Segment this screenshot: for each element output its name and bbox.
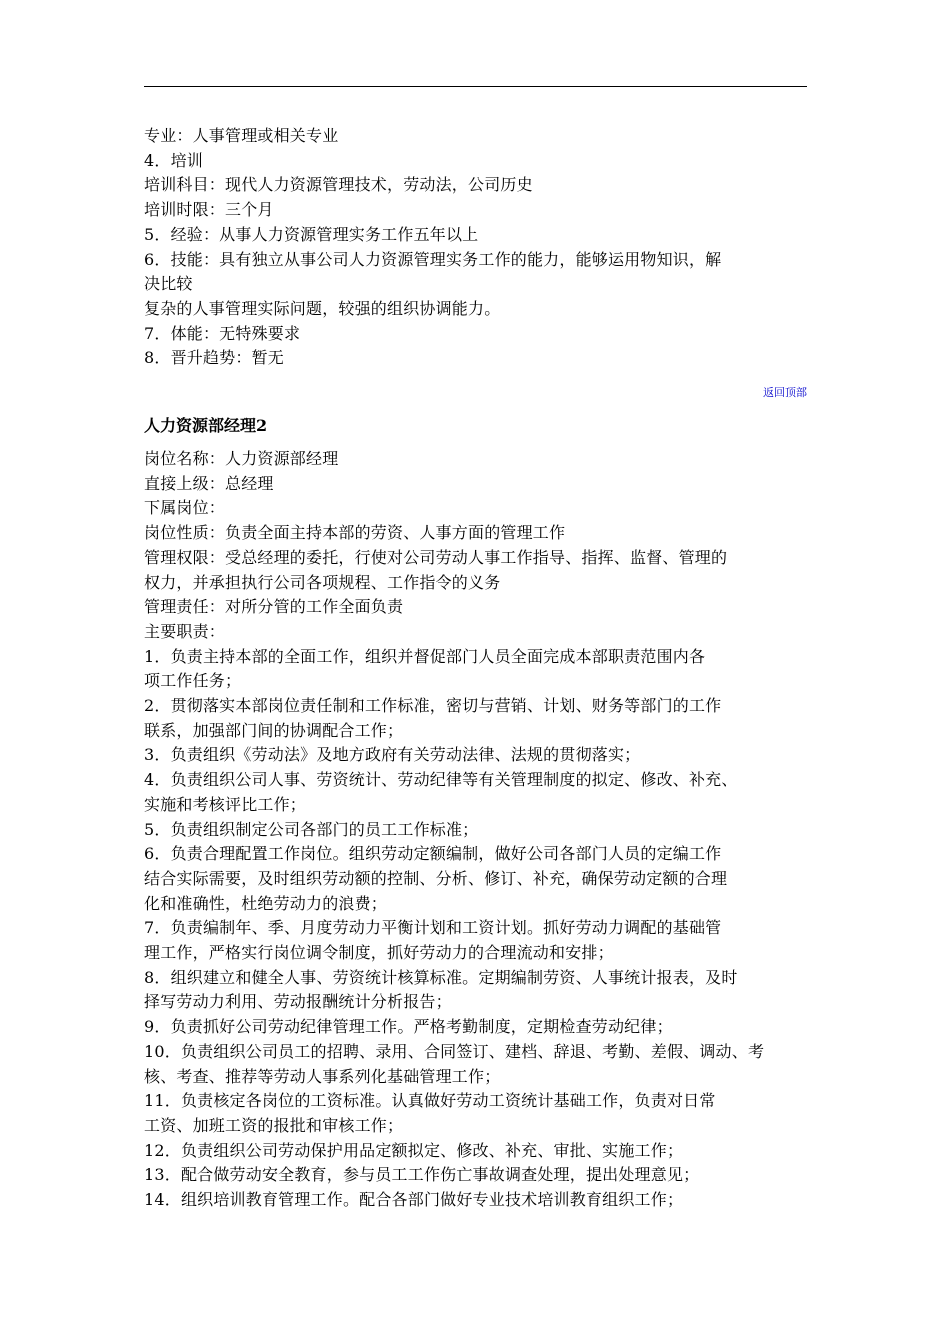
text-line: 13．配合做劳动安全教育，参与员工工作伤亡事故调查处理，提出处理意见；	[144, 1165, 700, 1185]
text-line: 14．组织培训教育管理工作。配合各部门做好专业技术培训教育组织工作；	[144, 1190, 684, 1210]
text-line: 4．培训	[144, 150, 203, 170]
text-line: 实施和考核评比工作；	[144, 794, 307, 814]
text-line: 联系，加强部门间的协调配合工作；	[144, 720, 404, 740]
text-line: 权力，并承担执行公司各项规程、工作指令的义务	[144, 572, 501, 592]
text-line: 工资、加班工资的报批和审核工作；	[144, 1115, 404, 1135]
text-line: 9．负责抓好公司劳动纪律管理工作。严格考勤制度，定期检查劳动纪律；	[144, 1017, 673, 1037]
text-line: 管理责任：对所分管的工作全面负责	[144, 597, 404, 617]
text-line: 7．负责编制年、季、月度劳动力平衡计划和工资计划。抓好劳动力调配的基础管	[144, 918, 722, 938]
text-line: 化和准确性，杜绝劳动力的浪费；	[144, 893, 388, 913]
text-line: 直接上级：总经理	[144, 473, 274, 493]
section-heading: 人力资源部经理2	[144, 416, 268, 435]
job-requirements-section	[144, 124, 807, 371]
text-line: 2．贯彻落实本部岗位责任制和工作标准，密切与营销、计划、财务等部门的工作	[144, 696, 722, 716]
text-line: 项工作任务；	[144, 671, 242, 691]
text-line: 培训时限：三个月	[144, 200, 274, 220]
text-line: 结合实际需要，及时组织劳动额的控制、分析、修订、补充，确保劳动定额的合理	[144, 868, 728, 888]
back-to-top-link[interactable]: 返回顶部	[763, 386, 807, 399]
text-line: 主要职责：	[144, 621, 226, 641]
text-line: 5．负责组织制定公司各部门的员工工作标准；	[144, 819, 479, 839]
text-line: 择写劳动力利用、劳动报酬统计分析报告；	[144, 992, 452, 1012]
text-line: 7．体能：无特殊要求	[144, 323, 301, 343]
text-line: 11．负责核定各岗位的工资标准。认真做好劳动工资统计基础工作，负责对日常	[144, 1091, 716, 1111]
text-line: 8．晋升趋势：暂无	[144, 348, 284, 368]
text-line: 5．经验：从事人力资源管理实务工作五年以上	[144, 224, 479, 244]
text-line: 6．负责合理配置工作岗位。组织劳动定额编制，做好公司各部门人员的定编工作	[144, 844, 722, 864]
text-line: 10．负责组织公司员工的招聘、录用、合同签订、建档、辞退、考勤、差假、调动、考	[144, 1041, 765, 1061]
text-line: 3．负责组织《劳动法》及地方政府有关劳动法律、法规的贯彻落实；	[144, 745, 641, 765]
text-line: 专业：人事管理或相关专业	[144, 126, 339, 145]
text-line: 培训科目：现代人力资源管理技术，劳动法，公司历史	[144, 175, 533, 195]
text-line: 岗位名称：人力资源部经理	[144, 449, 339, 468]
text-line: 核、考查、推荐等劳动人事系列化基础管理工作；	[144, 1066, 501, 1086]
text-line: 6．技能：具有独立从事公司人力资源管理实务工作的能力，能够运用物知识，解	[144, 249, 722, 269]
text-line: 管理权限：受总经理的委托，行使对公司劳动人事工作指导、指挥、监督、管理的	[144, 547, 728, 567]
text-line: 12．负责组织公司劳动保护用品定额拟定、修改、补充、审批、实施工作；	[144, 1140, 684, 1160]
text-line: 4．负责组织公司人事、劳资统计、劳动纪律等有关管理制度的拟定、修改、补充、	[144, 770, 738, 790]
text-line: 8．组织建立和健全人事、劳资统计核算标准。定期编制劳资、人事统计报表，及时	[144, 967, 738, 987]
text-line: 决比较	[144, 274, 193, 294]
hr-manager-section	[144, 447, 807, 1213]
text-line: 复杂的人事管理实际问题，较强的组织协调能力。	[144, 298, 501, 318]
header-divider	[144, 86, 807, 87]
text-line: 1．负责主持本部的全面工作，组织并督促部门人员全面完成本部职责范围内各	[144, 646, 706, 666]
text-line: 岗位性质：负责全面主持本部的劳资、人事方面的管理工作	[144, 523, 566, 543]
text-line: 理工作，严格实行岗位调令制度，抓好劳动力的合理流动和安排；	[144, 943, 614, 963]
text-line: 下属岗位：	[144, 498, 226, 518]
